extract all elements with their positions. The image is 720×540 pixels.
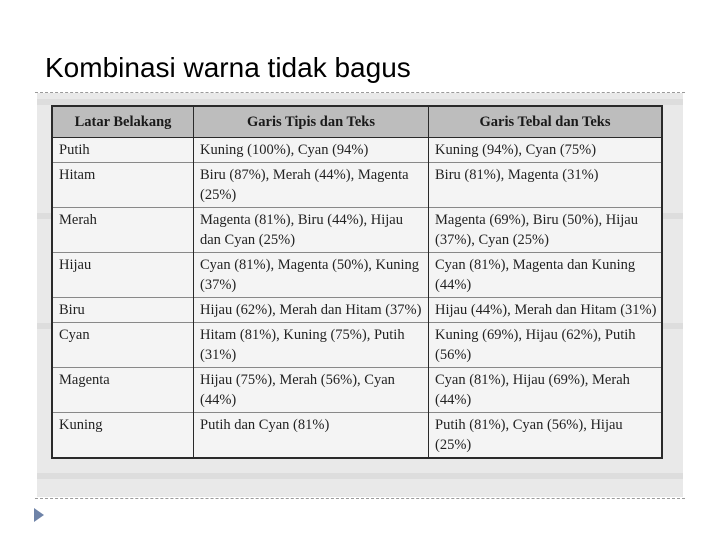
table-row [52, 253, 662, 298]
cell-thick: Biru (81%), Magenta (31%) [429, 163, 663, 208]
table-row [52, 163, 662, 208]
table-row [52, 138, 662, 163]
cell-thick: Magenta (69%), Biru (50%), Hijau (37%), Cyan (25%) [429, 208, 663, 253]
cell-thin: Hijau (62%), Merah dan Hitam (37%) [194, 298, 429, 323]
cell-thin: Magenta (81%), Biru (44%), Hijau dan Cyan (25%) [194, 208, 429, 253]
table-row [52, 368, 662, 413]
cell-background: Cyan [52, 323, 194, 368]
cell-thick: Hijau (44%), Merah dan Hitam (31%) [429, 298, 663, 323]
header-thin-lines-text: Garis Tipis dan Teks [194, 106, 429, 138]
cell-thin: Cyan (81%), Magenta (50%), Kuning (37%) [194, 253, 429, 298]
cell-background: Hitam [52, 163, 194, 208]
table-header-row [52, 106, 662, 138]
slide-title: Kombinasi warna tidak bagus [45, 52, 411, 83]
header-background: Latar Belakang [52, 106, 194, 138]
triangle-bullet-icon [34, 508, 44, 522]
color-combination-table [51, 105, 663, 459]
cell-thick: Putih (81%), Cyan (56%), Hijau (25%) [429, 413, 663, 459]
cell-thick: Cyan (81%), Magenta dan Kuning (44%) [429, 253, 663, 298]
cell-thin: Kuning (100%), Cyan (94%) [194, 138, 429, 163]
cell-thick: Kuning (94%), Cyan (75%) [429, 138, 663, 163]
table-row [52, 298, 662, 323]
cell-background: Kuning [52, 413, 194, 459]
cell-thick: Cyan (81%), Hijau (69%), Merah (44%) [429, 368, 663, 413]
cell-thin: Biru (87%), Merah (44%), Magenta (25%) [194, 163, 429, 208]
cell-background: Merah [52, 208, 194, 253]
cell-thin: Hijau (75%), Merah (56%), Cyan (44%) [194, 368, 429, 413]
cell-background: Magenta [52, 368, 194, 413]
header-thick-lines-text: Garis Tebal dan Teks [429, 106, 663, 138]
bottom-divider [35, 498, 685, 499]
scanned-table-image [37, 93, 683, 497]
cell-background: Putih [52, 138, 194, 163]
cell-thin: Hitam (81%), Kuning (75%), Putih (31%) [194, 323, 429, 368]
cell-thick: Kuning (69%), Hijau (62%), Putih (56%) [429, 323, 663, 368]
cell-background: Biru [52, 298, 194, 323]
cell-background: Hijau [52, 253, 194, 298]
cell-thin: Putih dan Cyan (81%) [194, 413, 429, 459]
table-row [52, 208, 662, 253]
table-row [52, 323, 662, 368]
table-row [52, 413, 662, 459]
